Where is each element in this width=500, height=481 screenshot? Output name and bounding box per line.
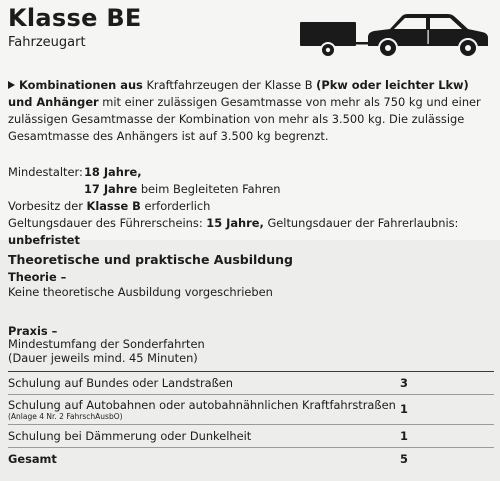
validity-text-1: Geltungsdauer des Führerscheins:: [8, 216, 207, 230]
row-value: 3: [400, 376, 408, 390]
practice-text-line-1: Mindestumfang der Sonderfahrten: [8, 337, 205, 351]
combination-description: [8, 77, 494, 145]
table-row: [8, 425, 494, 448]
permission-validity-value: unbefristet: [8, 233, 80, 247]
practice-text: [8, 337, 205, 365]
combination-lead: Kombinationen aus: [19, 78, 143, 92]
accompanied-driving-age: [8, 181, 498, 198]
practice-heading: Praxis –: [8, 324, 58, 338]
table-row-total: [8, 448, 494, 468]
row-value: 1: [400, 429, 408, 443]
row-note: (Anlage 4 Nr. 2 FahrschAusbO): [8, 412, 123, 421]
training-heading: Theoretische und praktische Ausbildung: [8, 252, 293, 267]
table-row: [8, 372, 494, 395]
minimum-age-value: 18 Jahre,: [84, 165, 142, 179]
page-title: Klasse BE: [8, 4, 142, 32]
accompanied-age-value: 17 Jahre: [84, 182, 138, 196]
combination-text-2: mit einer zulässigen Gesamtmasse von mehr als 750 kg und einer zulässigen Gesamtmasse der Kombination von mehr als 3.500 kg. Die zulässige Gesamtmasse des Anhängers ist auf 3.500 kg begrenzt.: [8, 95, 481, 143]
row-label: Schulung bei Dämmerung oder Dunkelheit: [8, 429, 252, 443]
car-with-trailer-icon: [298, 8, 490, 62]
prerequisite-text-2: erforderlich: [140, 199, 211, 213]
row-value: 1: [400, 402, 408, 416]
prerequisite-text-1: Vorbesitz der: [8, 199, 87, 213]
validity-text-2: Geltungsdauer der Fahrerlaubnis:: [263, 216, 459, 230]
license-validity-value: 15 Jahre,: [206, 216, 264, 230]
prerequisite-class: Klasse B: [86, 199, 141, 213]
minimum-age-label: Mindestalter:: [8, 165, 83, 179]
row-label: Schulung auf Autobahnen oder autobahnähnlichen Kraftfahrstraßen: [8, 398, 396, 412]
special-drives-table: [8, 372, 494, 468]
prerequisite-line: [8, 198, 498, 215]
total-value: 5: [400, 452, 408, 466]
combination-text-1: Kraftfahrzeugen der Klasse B: [142, 78, 317, 92]
practice-text-line-2: (Dauer jeweils mind. 45 Minuten): [8, 351, 198, 365]
theory-text: Keine theoretische Ausbildung vorgeschrieben: [8, 285, 273, 299]
theory-heading: Theorie –: [8, 270, 67, 284]
validity-line: [8, 215, 498, 249]
accompanied-age-text: beim Begleiteten Fahren: [137, 182, 281, 196]
requirements-block: [8, 164, 498, 249]
combination-vehicle-types: (Pkw oder leichter Lkw) und Anhänger: [8, 78, 469, 109]
total-label: Gesamt: [8, 452, 57, 466]
table-row: [8, 395, 494, 425]
row-label: Schulung auf Bundes oder Landstraßen: [8, 376, 234, 390]
vehicle-type-label: Fahrzeugart: [8, 35, 86, 50]
arrow-right-icon: [8, 81, 15, 89]
